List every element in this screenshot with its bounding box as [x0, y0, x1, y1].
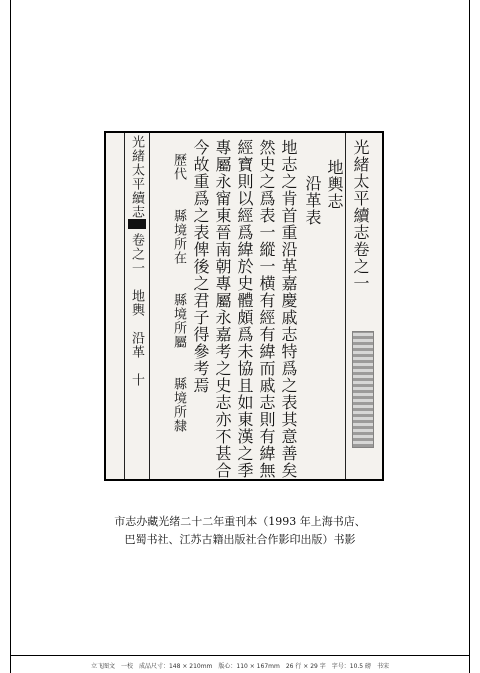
- margin-label: 光緒太平續志 卷之一 地輿 沿革 十: [129, 135, 144, 387]
- center-fold-rule-left: [124, 133, 125, 479]
- book-page-scan: [104, 131, 384, 481]
- left-border-line: [10, 0, 11, 673]
- library-seal-stamp: [352, 331, 374, 448]
- bottom-border-line: [10, 655, 470, 656]
- right-border-line: [469, 0, 470, 673]
- scan-frame-bottom: [104, 479, 384, 481]
- scan-column-text-4: 專屬永甯東晉南朝專屬永嘉考之史志亦不甚合: [213, 139, 232, 479]
- scan-frame-right: [382, 131, 384, 481]
- scan-column-title: 光緒太平續志卷之一: [351, 139, 370, 292]
- scan-column-text-5: 今故重爲之表俾後之君子得參考焉: [191, 139, 210, 394]
- scan-column-table-header: 歷代 縣境所在 縣境所屬 縣境所隸: [171, 153, 186, 433]
- print-spec-footer: 立飞图文 一校 成品尺寸：148 × 210mm 版心：110 × 167mm 26 行 × 29 字 字号：10.5 磅 书宋: [90, 663, 390, 670]
- column-rule: [345, 133, 346, 479]
- scan-column-text-3: 經寶則以經爲緯於史體頗爲未協且如東漢之季: [235, 139, 254, 479]
- scan-frame-top: [104, 131, 384, 133]
- scan-column-text-1: 地志之肯首重沿革嘉慶戚志特爲之表其意善矣: [279, 139, 298, 479]
- figure-caption-line-1: 市志办藏光绪二十二年重刊本（1993 年上海书店、: [114, 515, 366, 528]
- center-fold-rule-right: [149, 133, 150, 479]
- scan-column-subsection: 沿革表: [303, 175, 322, 226]
- scan-column-section: 地輿志: [325, 159, 344, 210]
- figure-caption-line-2: 巴蜀书社、江苏古籍出版社合作影印出版）书影: [124, 533, 356, 546]
- scan-frame-left: [104, 131, 106, 481]
- scan-column-text-2: 然史之爲表一縱一横有經有緯而戚志則有緯無: [257, 139, 276, 479]
